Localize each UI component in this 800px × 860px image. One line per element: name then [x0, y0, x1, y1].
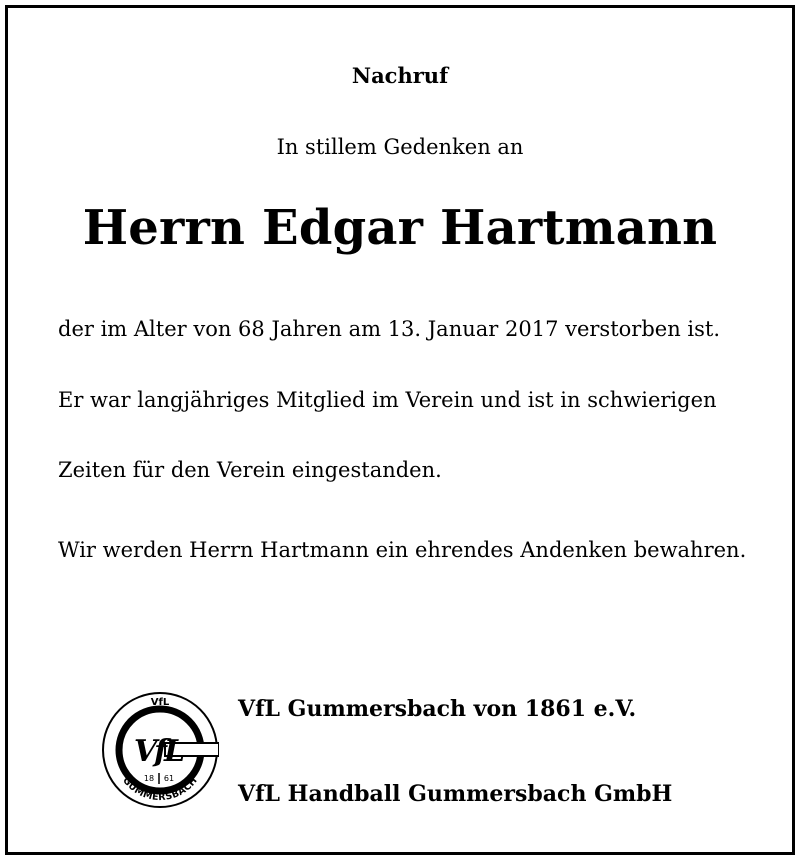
signature-club: VfL Gummersbach von 1861 e.V.	[238, 696, 637, 722]
logo-top-text: VfL	[150, 697, 170, 708]
signature-handball-gmbh: VfL Handball Gummersbach GmbH	[238, 781, 673, 807]
logo-year-left: 18	[143, 774, 155, 783]
club-logo-emblem	[101, 691, 219, 809]
obituary-frame	[5, 5, 795, 855]
notice-heading: Nachruf	[351, 63, 449, 88]
logo-monogram: VfL	[133, 734, 183, 769]
paragraph-age-date: der im Alter von 68 Jahren am 13. Januar 2017 verstorben ist.	[58, 317, 721, 341]
logo-year-right: 61	[163, 774, 175, 783]
logo-bottom-text: GUMMERSBACH	[120, 775, 200, 804]
paragraph-remembrance: Wir werden Herrn Hartmann ein ehrendes Andenken bewahren.	[58, 538, 747, 562]
deceased-name: Herrn Edgar Hartmann	[82, 200, 718, 256]
paragraph-membership: Er war langjähriges Mitglied im Verein und ist in schwierigen Zeiten für den Verein eingestanden.	[58, 388, 717, 482]
notice-intro: In stillem Gedenken an	[276, 135, 524, 159]
